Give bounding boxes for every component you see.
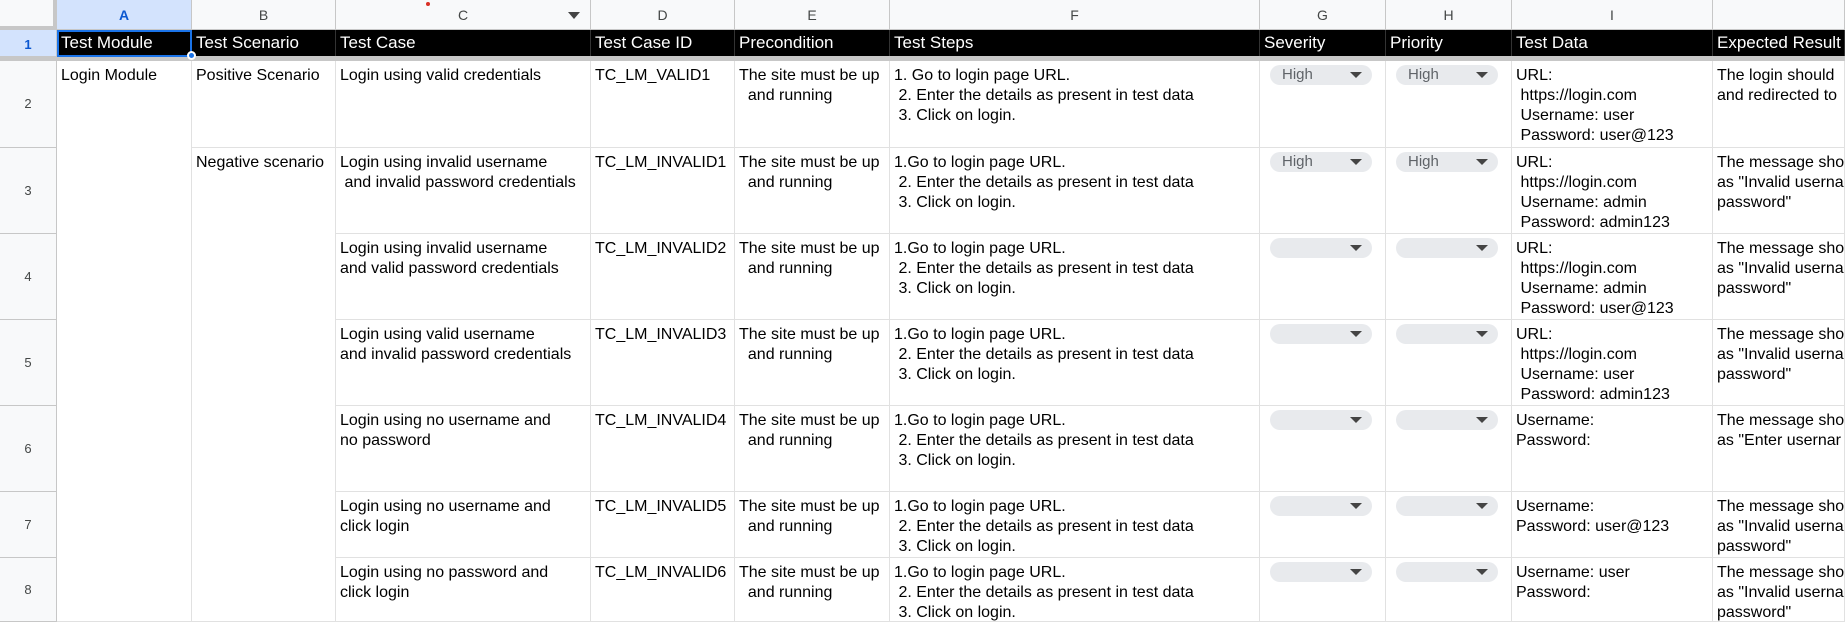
row-header-6[interactable]: 6 (0, 406, 57, 492)
column-header-c[interactable]: C (336, 0, 591, 30)
cell-severity[interactable] (1260, 492, 1386, 558)
cell-test-steps[interactable]: 1. Go to login page URL. 2. Enter the details as present in test data 3. Click on login. (890, 61, 1260, 148)
header-test-case-id[interactable]: Test Case ID (591, 30, 735, 56)
column-header-j[interactable] (1713, 0, 1845, 30)
chevron-down-icon (1476, 569, 1488, 575)
severity-dropdown-chip[interactable] (1270, 410, 1372, 430)
cell-expected-result[interactable]: The message sho as "Invalid userna password" (1713, 148, 1845, 234)
comment-indicator-icon (426, 2, 430, 6)
column-header-h[interactable]: H (1386, 0, 1512, 30)
severity-dropdown-chip[interactable] (1270, 65, 1372, 85)
column-header-f[interactable]: F (890, 0, 1260, 30)
cell-precondition[interactable]: The site must be up and running (735, 61, 890, 148)
column-header-d[interactable]: D (591, 0, 735, 30)
cell-test-steps[interactable]: 1.Go to login page URL. 2. Enter the details as present in test data 3. Click on login. (890, 320, 1260, 406)
chevron-down-icon (1350, 159, 1362, 165)
cell-test-case[interactable]: Login using no username and click login (336, 492, 591, 558)
cell-severity[interactable] (1260, 558, 1386, 622)
cell-test-case-id[interactable]: TC_LM_VALID1 (591, 61, 735, 148)
chevron-down-icon (1350, 72, 1362, 78)
chevron-down-icon (1476, 245, 1488, 251)
cell-test-case[interactable]: Login using valid credentials (336, 61, 591, 148)
cell-severity[interactable] (1260, 320, 1386, 406)
cell-precondition[interactable]: The site must be up and running (735, 558, 890, 622)
header-expected-result[interactable]: Expected Result (1713, 30, 1845, 56)
cell-severity[interactable] (1260, 406, 1386, 492)
cell-test-case[interactable]: Login using no password and click login (336, 558, 591, 622)
cell-severity[interactable] (1260, 148, 1386, 234)
header-test-steps[interactable]: Test Steps (890, 30, 1260, 56)
chevron-down-icon (1350, 245, 1362, 251)
row-header-2[interactable]: 2 (0, 60, 57, 148)
column-c-filter-arrow-icon[interactable] (568, 12, 580, 19)
cell-scenario-positive[interactable]: Positive Scenario (192, 61, 336, 148)
select-all-corner[interactable] (0, 0, 57, 30)
cell-test-steps[interactable]: 1.Go to login page URL. 2. Enter the details as present in test data 3. Click on login. (890, 234, 1260, 320)
cell-severity[interactable] (1260, 234, 1386, 320)
column-header-g[interactable]: G (1260, 0, 1386, 30)
cell-test-steps[interactable]: 1.Go to login page URL. 2. Enter the details as present in test data 3. Click on login. (890, 148, 1260, 234)
header-test-data[interactable]: Test Data (1512, 30, 1713, 56)
cell-expected-result[interactable]: The message sho as "Invalid userna password" (1713, 234, 1845, 320)
cell-priority[interactable] (1386, 492, 1512, 558)
row-header-8[interactable]: 8 (0, 558, 57, 622)
priority-dropdown-chip[interactable] (1396, 152, 1498, 172)
priority-value: High (1408, 66, 1439, 83)
cell-test-case-id[interactable]: TC_LM_INVALID3 (591, 320, 735, 406)
cell-test-steps[interactable]: 1.Go to login page URL. 2. Enter the details as present in test data 3. Click on login. (890, 558, 1260, 622)
cell-precondition[interactable]: The site must be up and running (735, 234, 890, 320)
cell-expected-result[interactable]: The message sho as "Invalid userna password" (1713, 320, 1845, 406)
row-header-4[interactable]: 4 (0, 234, 57, 320)
row-header-5[interactable]: 5 (0, 320, 57, 406)
header-test-module[interactable]: Test Module (57, 30, 192, 56)
cell-expected-result[interactable]: The message sho as "Invalid userna password" (1713, 558, 1845, 622)
cell-test-data[interactable]: Username: user Password: (1512, 558, 1713, 622)
cell-test-data[interactable]: Username: Password: user@123 (1512, 492, 1713, 558)
cell-precondition[interactable]: The site must be up and running (735, 492, 890, 558)
chevron-down-icon (1350, 331, 1362, 337)
cell-precondition[interactable]: The site must be up and running (735, 148, 890, 234)
cell-precondition[interactable]: The site must be up and running (735, 320, 890, 406)
active-cell-selection[interactable] (57, 30, 192, 57)
row-header-3[interactable]: 3 (0, 148, 57, 234)
cell-test-data[interactable]: URL: https://login.com Username: admin Password: admin123 (1512, 148, 1713, 234)
priority-dropdown-chip[interactable] (1396, 65, 1498, 85)
cell-test-data[interactable]: URL: https://login.com Username: admin Password: user@123 (1512, 234, 1713, 320)
cell-test-steps[interactable]: 1.Go to login page URL. 2. Enter the details as present in test data 3. Click on login. (890, 406, 1260, 492)
chevron-down-icon (1476, 503, 1488, 509)
priority-dropdown-chip[interactable] (1396, 324, 1498, 344)
priority-dropdown-chip[interactable] (1396, 410, 1498, 430)
cell-test-case-id[interactable]: TC_LM_INVALID1 (591, 148, 735, 234)
cell-test-data[interactable]: Username: Password: (1512, 406, 1713, 492)
cell-priority[interactable] (1386, 148, 1512, 234)
cell-test-case[interactable]: Login using invalid username and valid password credentials (336, 234, 591, 320)
priority-dropdown-chip[interactable] (1396, 562, 1498, 582)
header-precondition[interactable]: Precondition (735, 30, 890, 56)
column-header-e[interactable]: E (735, 0, 890, 30)
chevron-down-icon (1476, 159, 1488, 165)
column-header-i[interactable]: I (1512, 0, 1713, 30)
priority-dropdown-chip[interactable] (1396, 238, 1498, 258)
cell-test-module[interactable]: Login Module (57, 61, 192, 622)
cell-expected-result[interactable]: The message sho as "Invalid userna password" (1713, 492, 1845, 558)
column-header-a[interactable]: A (57, 0, 192, 30)
cell-precondition[interactable]: The site must be up and running (735, 406, 890, 492)
severity-value: High (1282, 66, 1313, 83)
chevron-down-icon (1476, 417, 1488, 423)
cell-test-case-id[interactable]: TC_LM_INVALID4 (591, 406, 735, 492)
cell-priority[interactable] (1386, 406, 1512, 492)
cell-priority[interactable] (1386, 558, 1512, 622)
header-priority[interactable]: Priority (1386, 30, 1512, 56)
cell-test-case-id[interactable]: TC_LM_INVALID5 (591, 492, 735, 558)
header-severity[interactable]: Severity (1260, 30, 1386, 56)
severity-dropdown-chip[interactable] (1270, 152, 1372, 172)
severity-dropdown-chip[interactable] (1270, 238, 1372, 258)
severity-value: High (1282, 153, 1313, 170)
cell-priority[interactable] (1386, 234, 1512, 320)
chevron-down-icon (1476, 72, 1488, 78)
chevron-down-icon (1350, 569, 1362, 575)
header-test-case[interactable]: Test Case (336, 30, 591, 56)
cell-test-case-id[interactable]: TC_LM_INVALID2 (591, 234, 735, 320)
chevron-down-icon (1350, 417, 1362, 423)
cell-test-data[interactable]: URL: https://login.com Username: user Password: admin123 (1512, 320, 1713, 406)
chevron-down-icon (1476, 331, 1488, 337)
cell-test-case[interactable]: Login using valid username and invalid password credentials (336, 320, 591, 406)
fill-handle[interactable] (187, 51, 196, 60)
severity-dropdown-chip[interactable] (1270, 496, 1372, 516)
chevron-down-icon (1350, 503, 1362, 509)
priority-value: High (1408, 153, 1439, 170)
cell-test-data[interactable]: URL: https://login.com Username: user Password: user@123 (1512, 61, 1713, 148)
cell-test-case[interactable]: Login using no username and no password (336, 406, 591, 492)
severity-dropdown-chip[interactable] (1270, 562, 1372, 582)
header-test-scenario[interactable]: Test Scenario (192, 30, 336, 56)
cell-priority[interactable] (1386, 61, 1512, 148)
severity-dropdown-chip[interactable] (1270, 324, 1372, 344)
cell-priority[interactable] (1386, 320, 1512, 406)
cell-test-case[interactable]: Login using invalid username and invalid password credentials (336, 148, 591, 234)
cell-test-steps[interactable]: 1.Go to login page URL. 2. Enter the details as present in test data 3. Click on login. (890, 492, 1260, 558)
cell-scenario-negative[interactable]: Negative scenario (192, 148, 336, 622)
priority-dropdown-chip[interactable] (1396, 496, 1498, 516)
cell-severity[interactable] (1260, 61, 1386, 148)
row-header-7[interactable]: 7 (0, 492, 57, 558)
column-header-b[interactable]: B (192, 0, 336, 30)
cell-expected-result[interactable]: The message sho as "Enter usernar (1713, 406, 1845, 492)
cell-test-case-id[interactable]: TC_LM_INVALID6 (591, 558, 735, 622)
row-header-1[interactable]: 1 (0, 30, 57, 60)
cell-expected-result[interactable]: The login should and redirected to (1713, 61, 1845, 148)
